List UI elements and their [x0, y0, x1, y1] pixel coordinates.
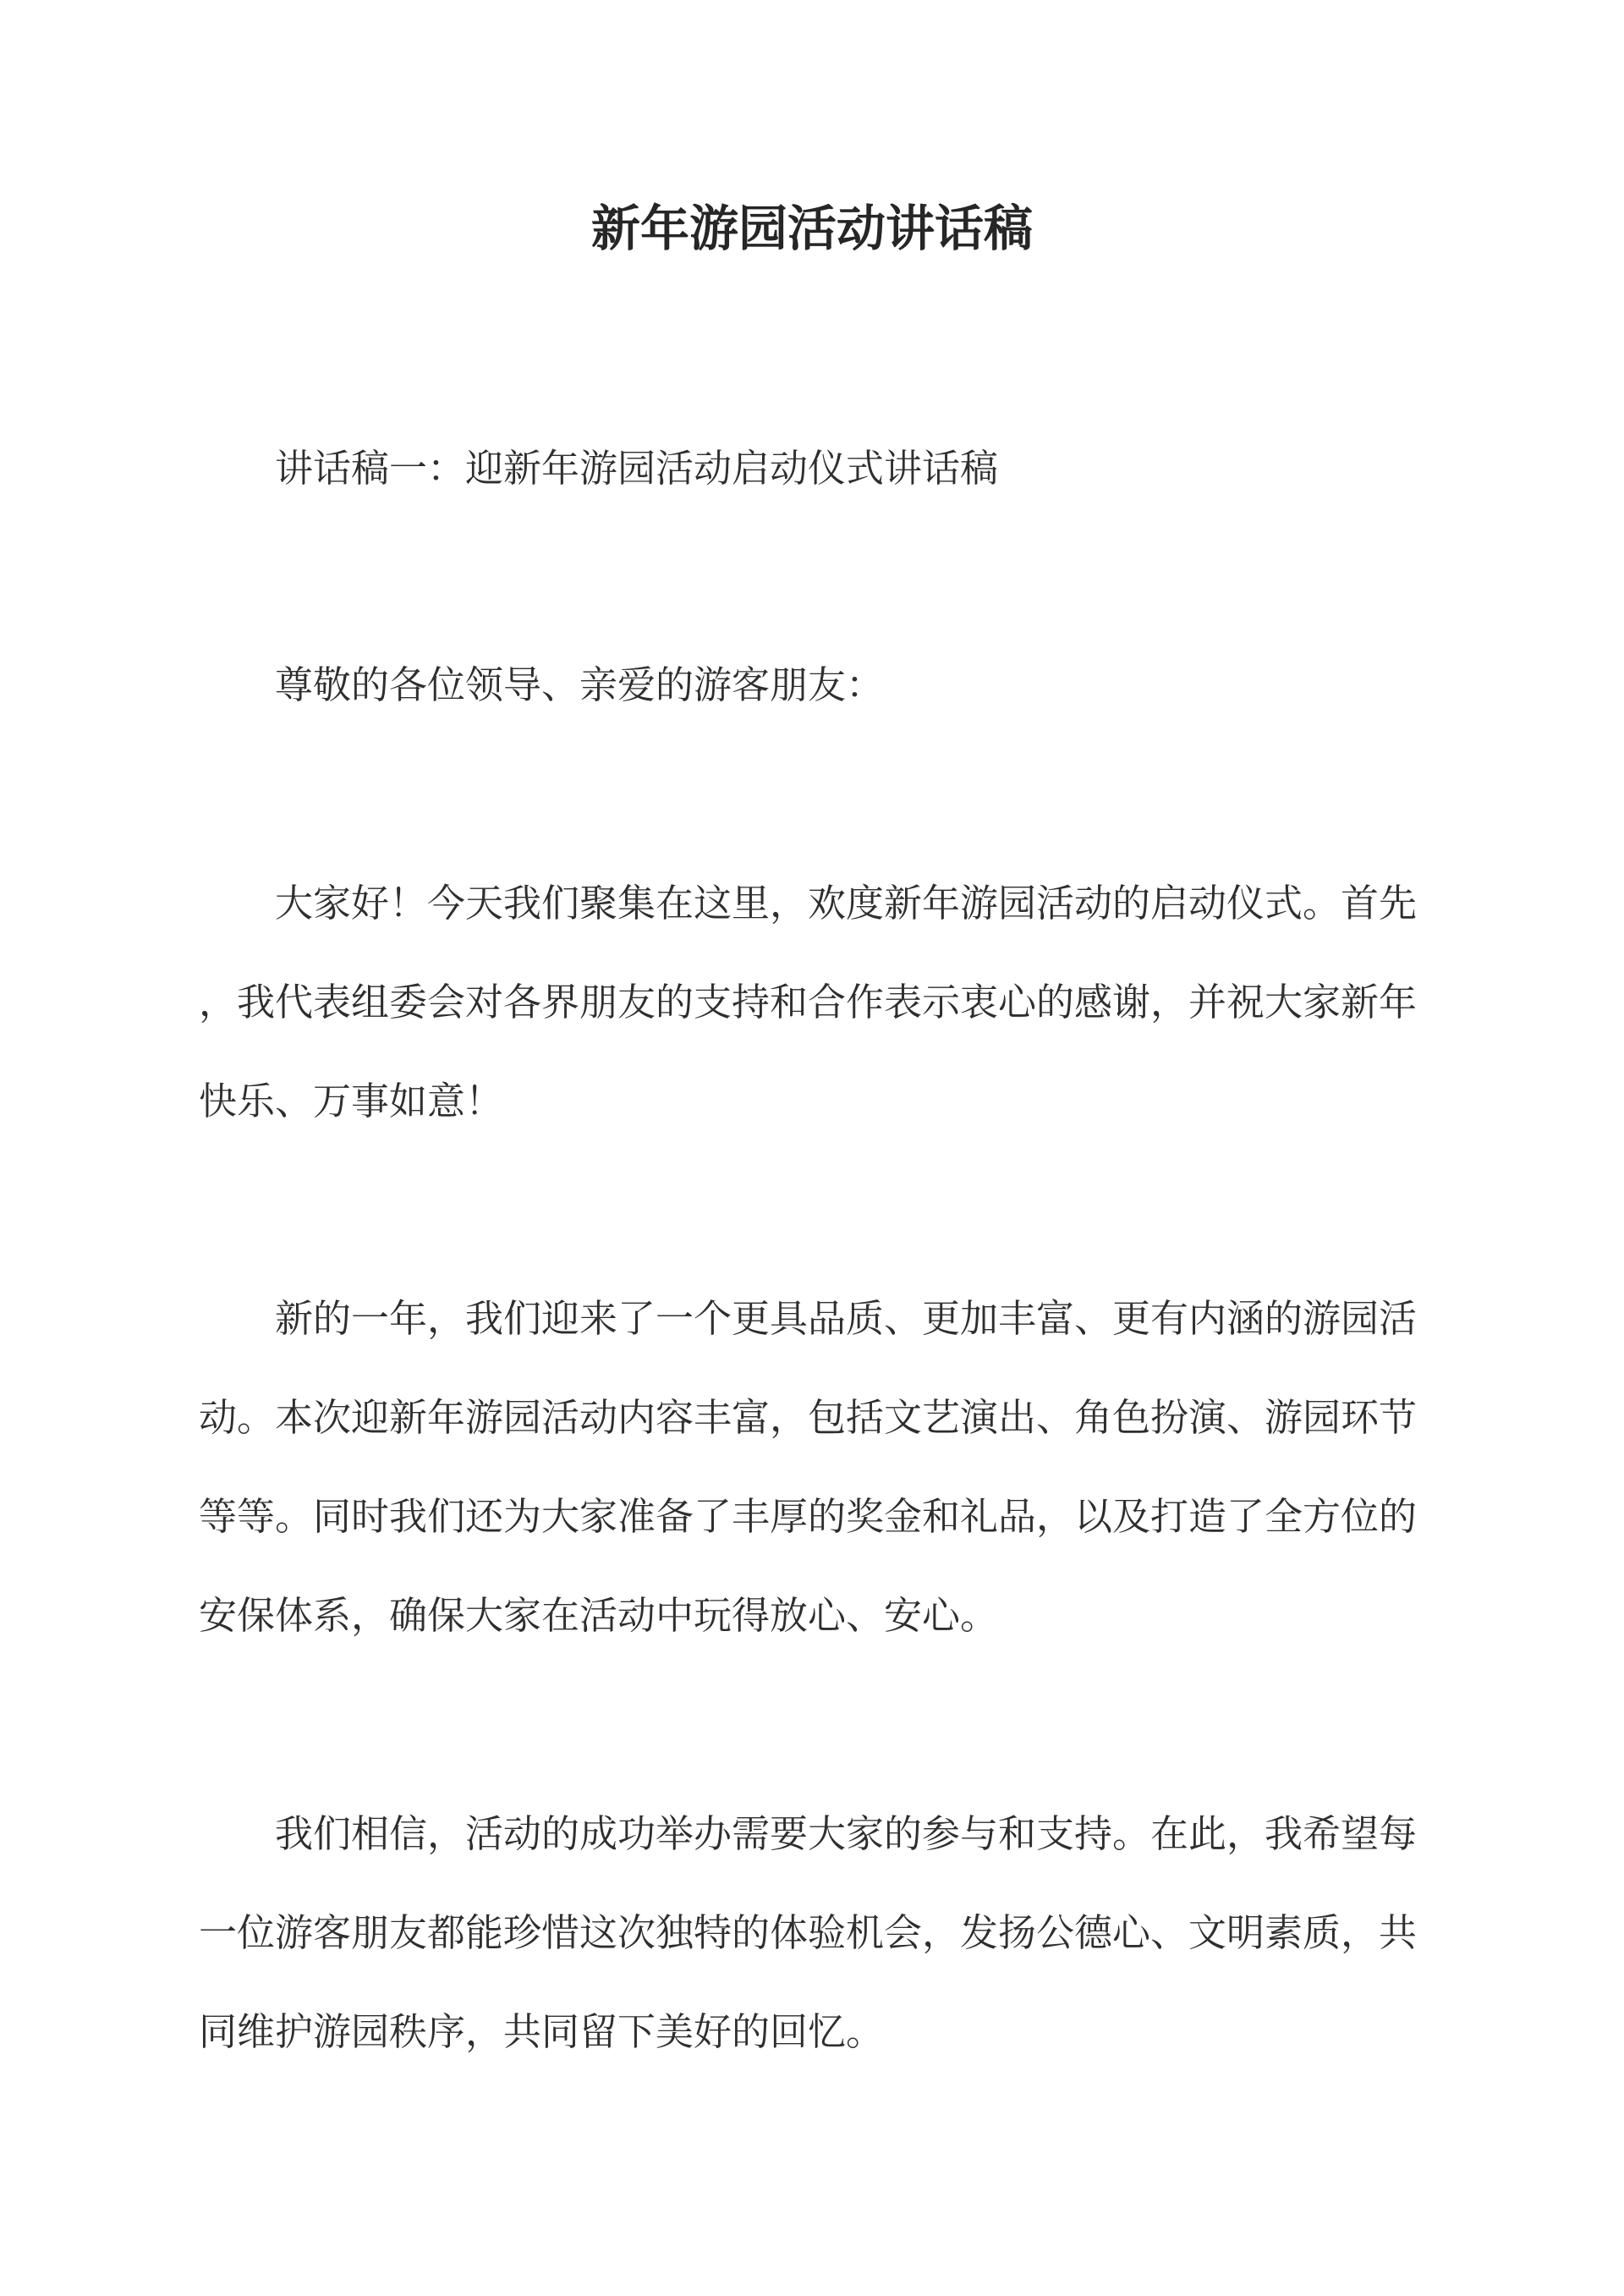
- paragraph-line: ，我代表组委会对各界朋友的支持和合作表示衷心的感谢，并祝大家新年: [199, 980, 1418, 1024]
- paragraph-line: 等等。同时我们还为大家准备了丰厚的奖金和礼品，以及打造了全方位的: [199, 1494, 1418, 1539]
- section-heading: 讲话稿一：迎新年游园活动启动仪式讲话稿: [275, 446, 999, 491]
- paragraph-line: 大家好！今天我们聚集在这里，欢度新年游园活动的启动仪式。首先: [275, 881, 1418, 926]
- salutation: 尊敬的各位领导、亲爱的游客朋友：: [275, 662, 885, 707]
- paragraph: [199, 854, 1425, 1151]
- section-heading-block: [199, 419, 1425, 518]
- paragraph-line: 快乐、万事如意！: [199, 1079, 504, 1123]
- paragraph-line: 新的一年，我们迎来了一个更具品质、更加丰富、更有内涵的游园活: [275, 1296, 1418, 1341]
- document-title: 新年游园活动讲话稿: [590, 200, 1033, 257]
- paragraph-line: 一位游客朋友都能珍惜这次独特的体验机会，发扬公德心、文明素质，共: [199, 1910, 1418, 1955]
- paragraph-line: 同维护游园秩序，共同留下美好的回忆。: [199, 2009, 885, 2054]
- paragraph-line: 动。本次迎新年游园活动内容丰富，包括文艺演出、角色扮演、游园环节: [199, 1395, 1418, 1440]
- paragraph: [199, 1269, 1425, 1665]
- paragraph: [199, 1784, 1425, 2081]
- paragraph-line: 安保体系，确保大家在活动中玩得放心、安心。: [199, 1593, 999, 1638]
- salutation-block: [199, 635, 1425, 734]
- paragraph-line: 我们相信，活动的成功举办需要大家的参与和支持。在此，我希望每: [275, 1811, 1418, 1856]
